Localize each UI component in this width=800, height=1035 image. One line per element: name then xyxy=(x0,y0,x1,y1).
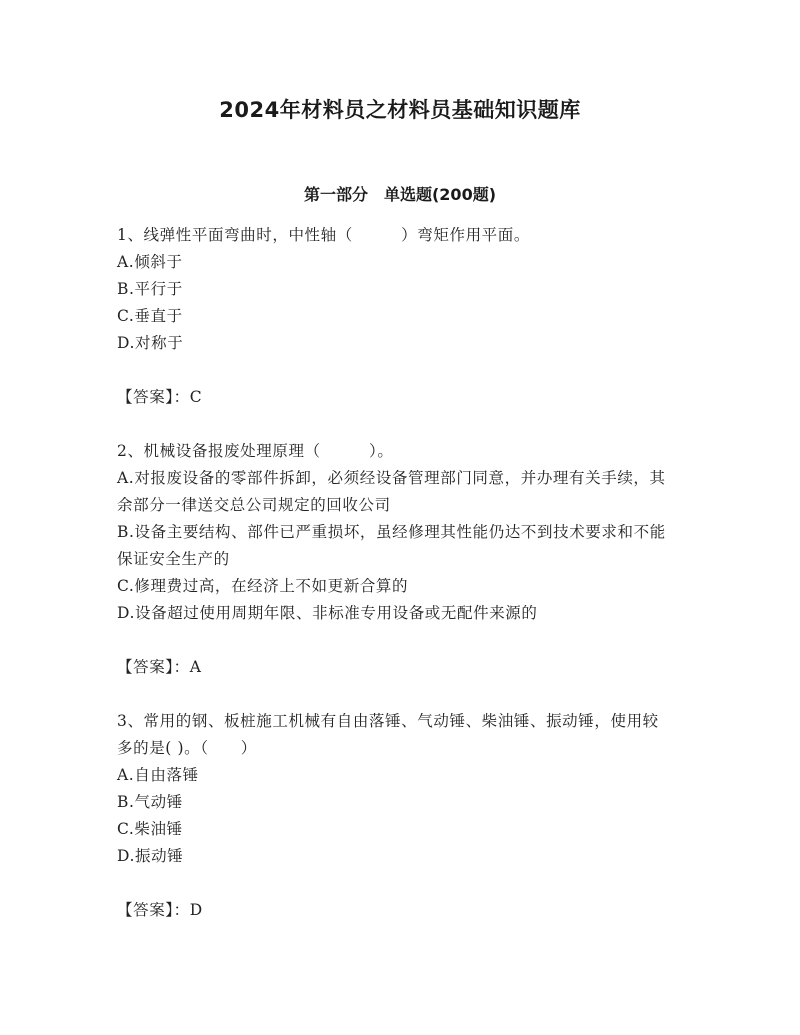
option-b: B.设备主要结构、部件已严重损坏，虽经修理其性能仍达不到技术要求和不能保证安全生产的 xyxy=(117,523,666,568)
question-item xyxy=(117,438,673,708)
option-a: A.倾斜于 xyxy=(117,253,183,271)
question-item xyxy=(117,708,673,924)
option-d: D.对称于 xyxy=(117,334,184,352)
option-b: B.气动锤 xyxy=(117,793,183,811)
answer-label: 【答案】：D xyxy=(117,901,203,919)
question-item xyxy=(117,222,673,438)
question-list xyxy=(117,222,673,924)
question-stem: 1、线弹性平面弯曲时，中性轴（ ）弯矩作用平面。 xyxy=(117,226,530,244)
option-c: C.柴油锤 xyxy=(117,820,183,838)
option-c: C.修理费过高，在经济上不如更新合算的 xyxy=(117,577,409,595)
option-c: C.垂直于 xyxy=(117,307,183,325)
option-a: A.自由落锤 xyxy=(117,766,199,784)
option-d: D.设备超过使用周期年限、非标准专用设备或无配件来源的 xyxy=(117,604,538,622)
option-d: D.振动锤 xyxy=(117,847,184,865)
question-stem: 3、常用的钢、板桩施工机械有自由落锤、气动锤、柴油锤、振动锤，使用较多的是( )。（ ） xyxy=(117,712,659,757)
section-title: 第一部分 单选题(200题) xyxy=(303,185,497,204)
document-title: 2024年材料员之材料员基础知识题库 xyxy=(219,98,581,122)
answer-label: 【答案】：C xyxy=(117,388,203,406)
question-stem: 2、机械设备报废处理原理（ ）。 xyxy=(117,442,394,460)
answer-label: 【答案】：A xyxy=(117,658,202,676)
option-a: A.对报废设备的零部件拆卸，必须经设备管理部门同意，并办理有关手续，其余部分一律送交总公司规定的回收公司 xyxy=(117,469,666,514)
option-b: B.平行于 xyxy=(117,280,183,298)
